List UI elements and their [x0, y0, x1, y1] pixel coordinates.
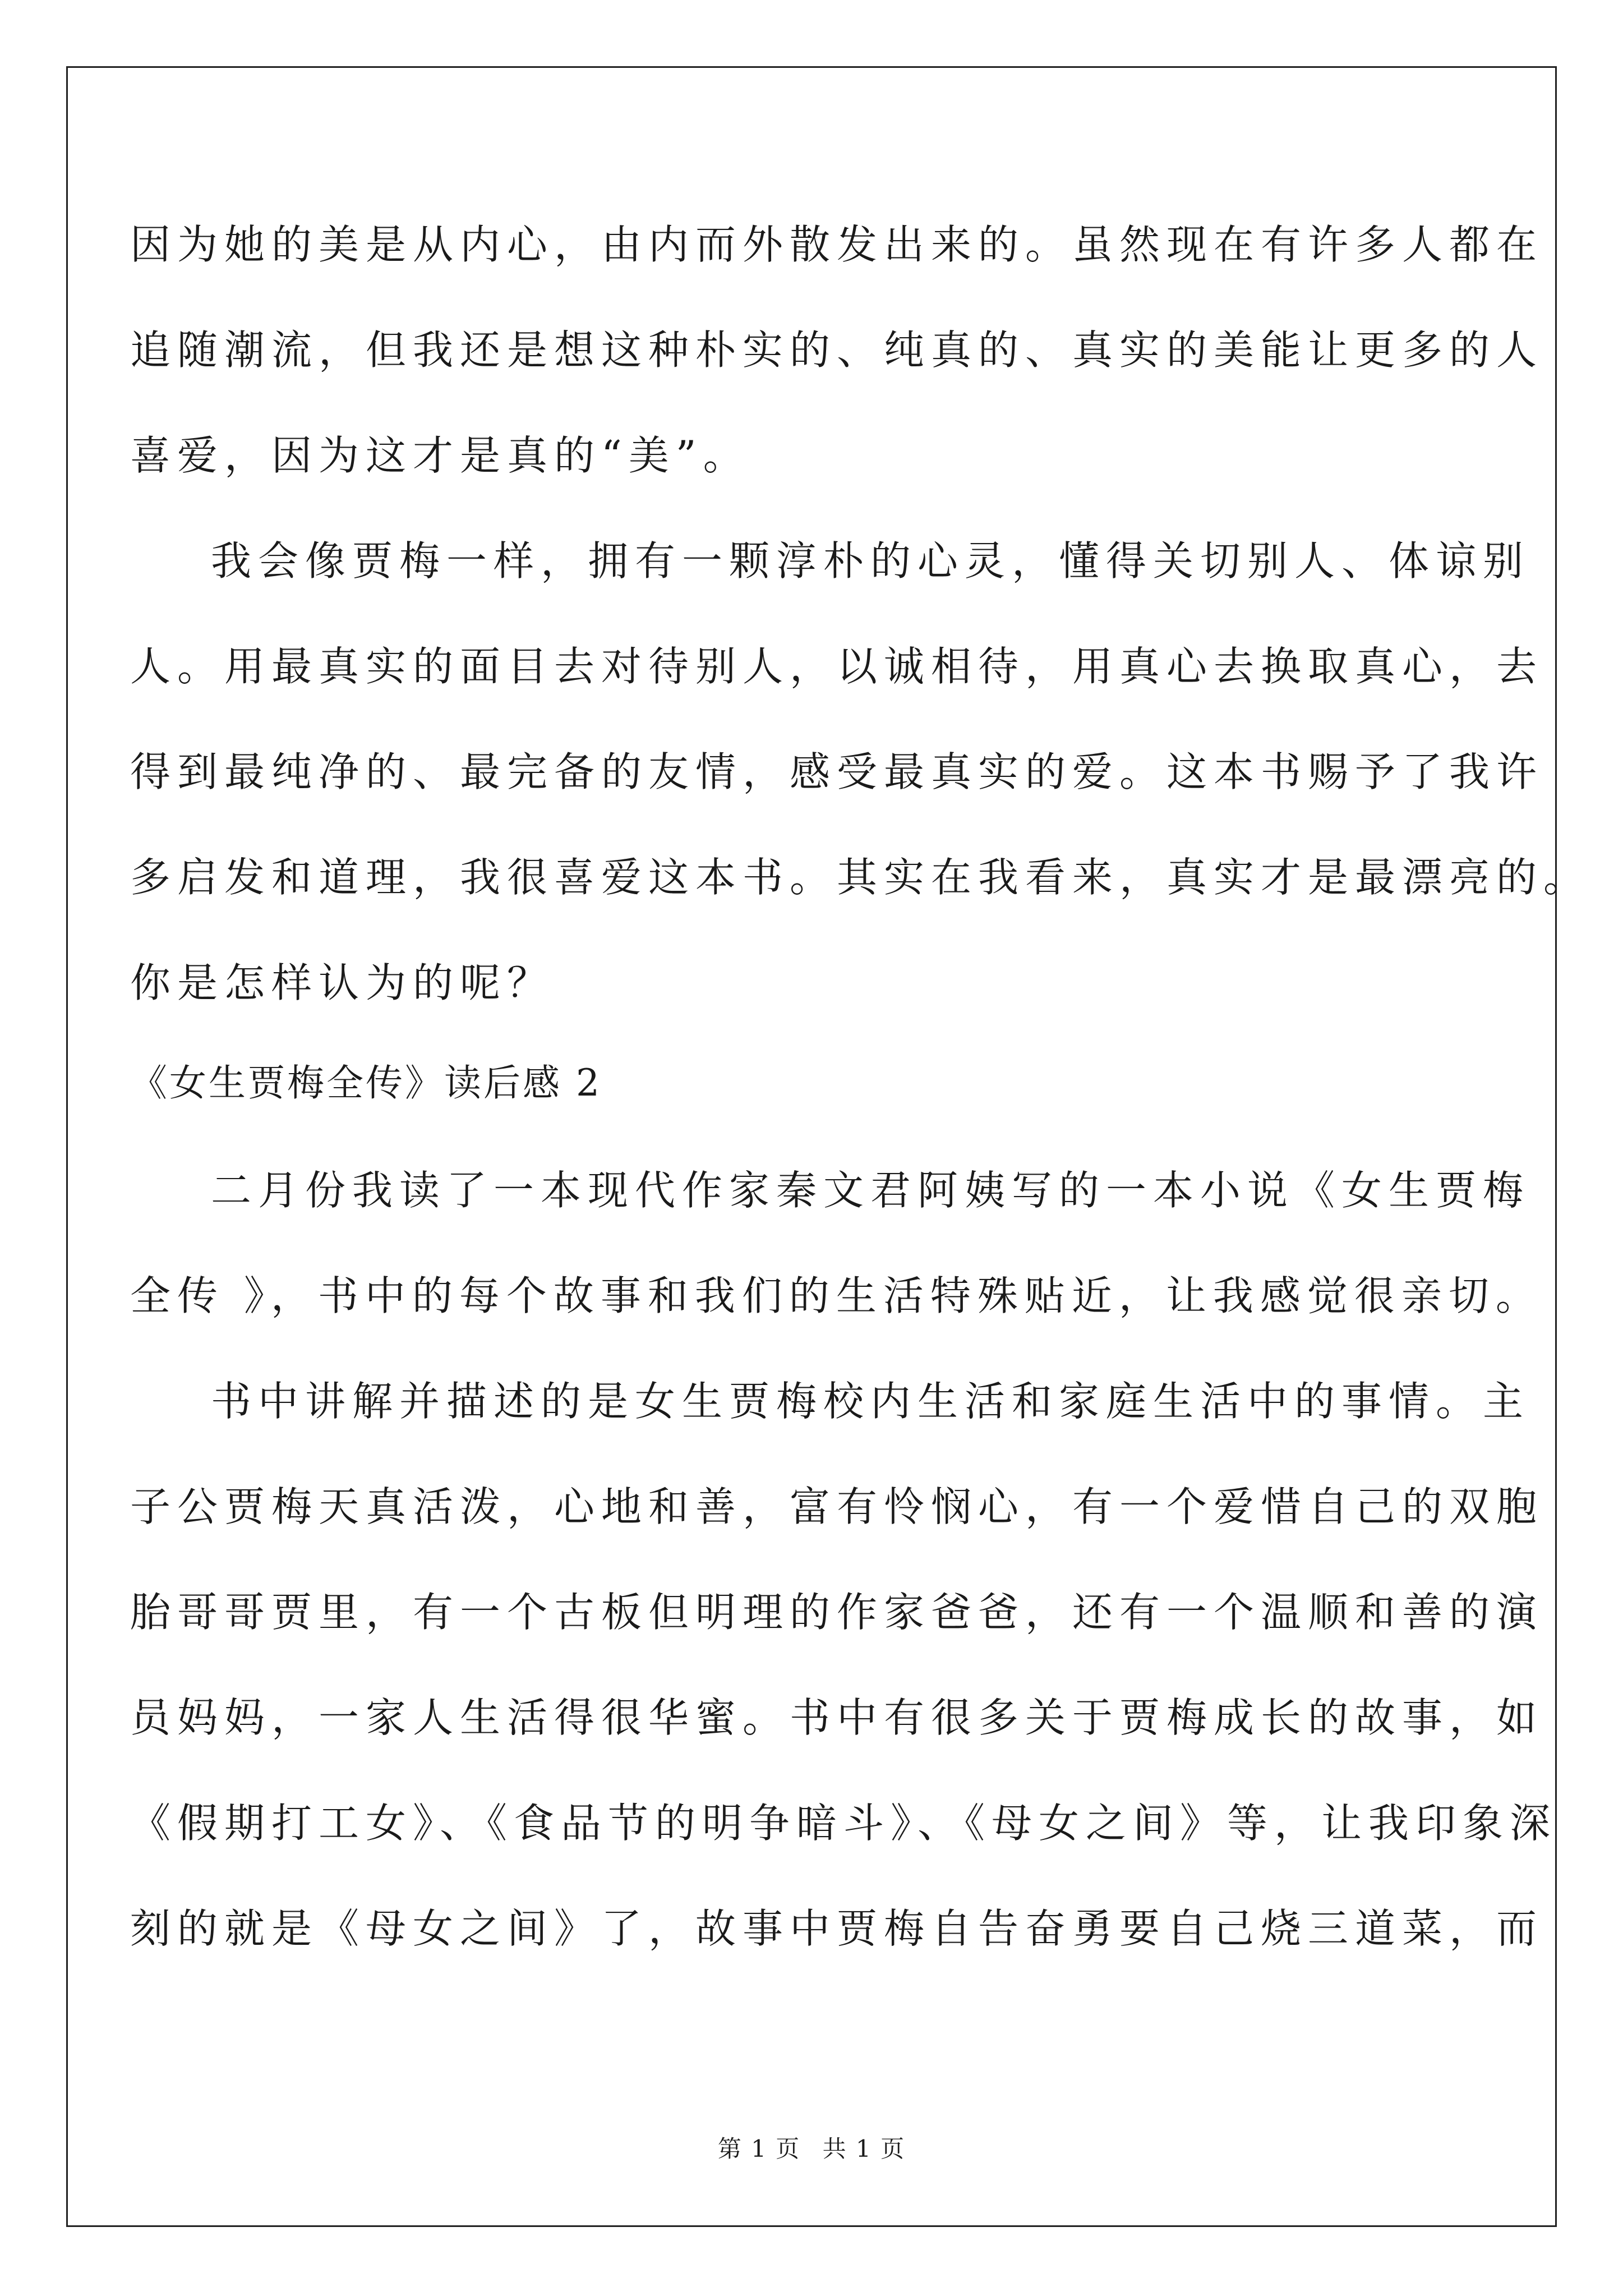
body-text-line: 因为她的美是从内心，由内而外散发出来的。虽然现在有许多人都在 [130, 221, 1544, 268]
body-text-line: 胎哥哥贾里，有一个古板但明理的作家爸爸，还有一个温顺和善的演 [130, 1589, 1544, 1636]
body-text-line: 你是怎样认为的呢？ [130, 959, 555, 1006]
body-text-line: 得到最纯净的、最完备的友情，感受最真实的爱。这本书赐予了我许 [130, 748, 1544, 795]
body-text-line: 书中讲解并描述的是女生贾梅校内生活和家庭生活中的事情。主 [211, 1378, 1530, 1425]
section-heading: 《女生贾梅全传》读后感 2 [130, 1061, 602, 1105]
body-text-line: 员妈妈，一家人生活得很华蜜。书中有很多关于贾梅成长的故事，如 [130, 1694, 1544, 1741]
body-text-line: 刻的就是《母女之间》了，故事中贾梅自告奋勇要自己烧三道菜，而 [130, 1905, 1544, 1952]
page-total: 共 1 页 [822, 2135, 906, 2162]
body-text-line: 子公贾梅天真活泼，心地和善，富有怜悯心，有一个爱惜自己的双胞 [130, 1483, 1544, 1530]
page-border [66, 66, 1557, 2227]
body-text-line: 《假期打工女》、《食品节的明争暗斗》、《母女之间》等，让我印象深 [130, 1800, 1557, 1847]
body-text-line: 喜爱，因为这才是真的“美”。 [130, 432, 750, 479]
body-text-line: 多启发和道理，我很喜爱这本书。其实在我看来，真实才是最漂亮的。 [130, 854, 1591, 901]
body-text-line: 二月份我读了一本现代作家秦文君阿姨写的一本小说《女生贾梅 [211, 1167, 1530, 1214]
body-text-line: 追随潮流，但我还是想这种朴实的、纯真的、真实的美能让更多的人 [130, 326, 1544, 374]
page-number: 第 1 页 [717, 2135, 801, 2162]
body-text-line: 我会像贾梅一样，拥有一颗淳朴的心灵，懂得关切别人、体谅别 [211, 537, 1530, 585]
body-text-line: 人。用最真实的面目去对待别人，以诚相待，用真心去换取真心，去 [130, 643, 1544, 690]
page-footer [0, 2131, 1623, 2164]
body-text-line: 全传 》，书中的每个故事和我们的生活特殊贴近，让我感觉很亲切。 [130, 1272, 1543, 1319]
